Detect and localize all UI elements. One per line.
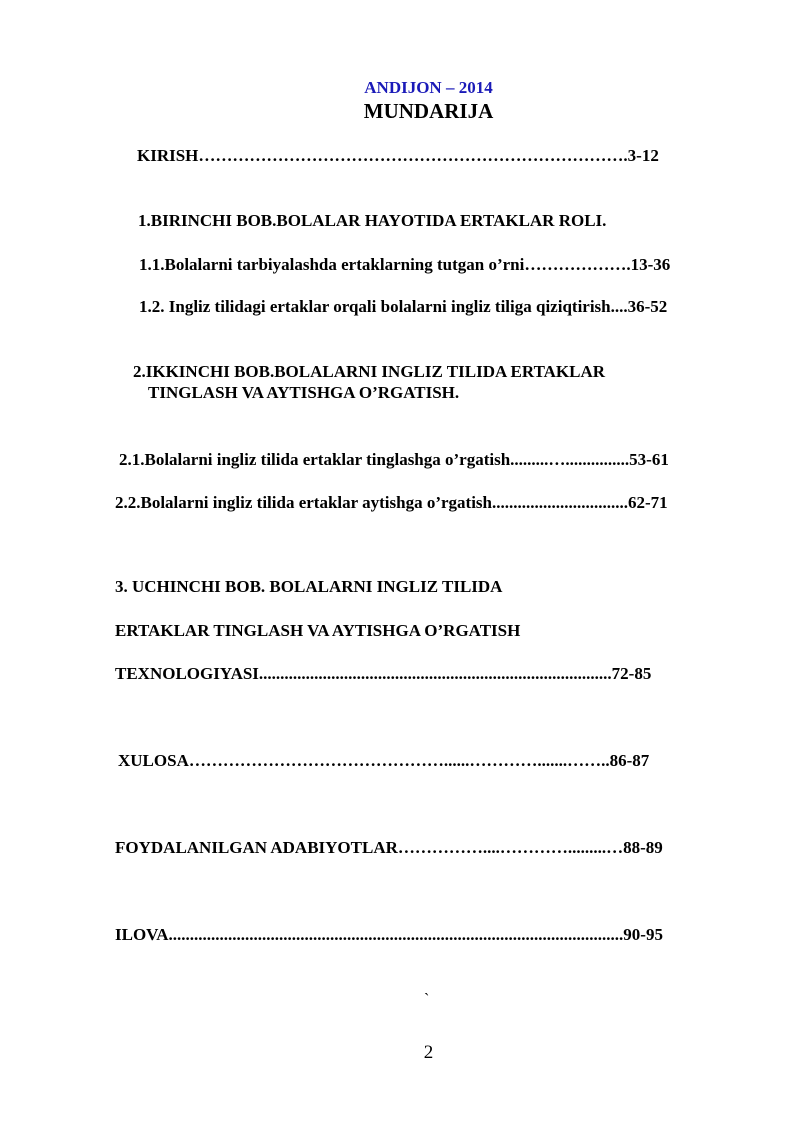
toc-chapter-3-line2: ERTAKLAR TINGLASH VA AYTISHGA O’RGATISH [115, 621, 521, 640]
toc-entry-intro: KIRISH………………………………………………………………….3-12 [137, 146, 659, 165]
toc-chapter-1-title: 1.BIRINCHI BOB.BOLALAR HAYOTIDA ERTAKLAR ROLI. [138, 211, 607, 230]
toc-chapter-2-title-line2: TINGLASH VA AYTISHGA O’RGATISH. [148, 383, 460, 402]
toc-entry-1-2: 1.2. Ingliz tilidagi ertaklar orqali bolalarni ingliz tiliga qiziqtirish....36-52 [139, 297, 668, 316]
toc-entry-references: FOYDALANILGAN ADABIYOTLAR……………....………….........…88-89 [115, 838, 663, 857]
toc-entry-2-1: 2.1.Bolalarni ingliz tilida ertaklar tinglashga o’rgatish.........…...............53-61 [119, 450, 669, 469]
toc-chapter-2-title-line1: 2.IKKINCHI BOB.BOLALARNI INGLIZ TILIDA ERTAKLAR [133, 362, 606, 381]
toc-chapter-3-line3: TEXNOLOGIYASI...................................................................................72-85 [115, 664, 652, 683]
stray-mark: ` [424, 991, 430, 1008]
toc-entry-appendix: ILOVA...........................................................................................................90-95 [115, 925, 663, 944]
toc-entry-2-2: 2.2.Bolalarni ingliz tilida ertaklar aytishga o’rgatish................................62-71 [115, 493, 668, 512]
toc-chapter-3-line1: 3. UCHINCHI BOB. BOLALARNI INGLIZ TILIDA [115, 577, 503, 596]
page-title: MUNDARIJA [363, 99, 494, 123]
page-number: 2 [423, 1042, 434, 1063]
toc-entry-conclusion: XULOSA………………………………………......………….......……..86-87 [118, 751, 650, 770]
toc-entry-1-1: 1.1.Bolalarni tarbiyalashda ertaklarning tutgan o’rni……………….13-36 [139, 255, 671, 274]
city-year: ANDIJON – 2014 [364, 78, 493, 97]
